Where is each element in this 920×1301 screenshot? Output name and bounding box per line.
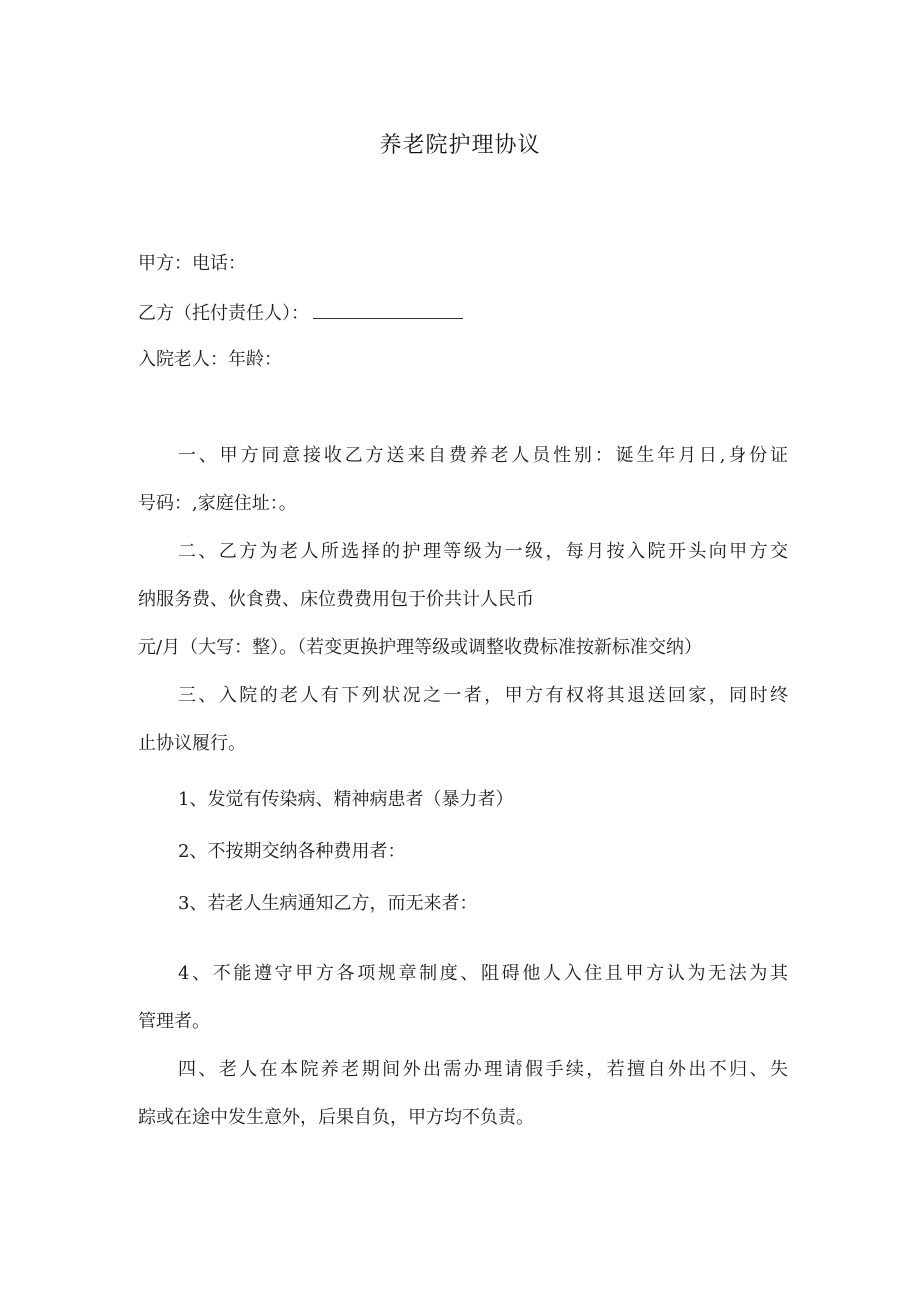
clause-1-line-2: 号码：,家庭住址：。 <box>138 493 297 514</box>
party-b-line <box>138 300 788 326</box>
document-title: 养老院护理协议 <box>379 133 541 158</box>
clause-2-line-2: 纳服务费、伙食费、床位费费用包于价共计人民币 <box>138 589 534 610</box>
clause-3-item-3: 3、若老人生病通知乙方，而无来者： <box>178 893 478 914</box>
resident-line: 入院老人：年龄： <box>138 349 282 370</box>
clause-4-line-1: 四、老人在本院养老期间外出需办理请假手续，若擅自外出不归、失 <box>178 1059 788 1080</box>
clause-3-line-1: 三、入院的老人有下列状况之一者，甲方有权将其退送回家，同时终 <box>178 685 788 706</box>
clause-3-line-2: 止协议履行。 <box>138 733 246 754</box>
clause-4-line-2: 踪或在途中发生意外，后果自负，甲方均不负责。 <box>138 1107 534 1128</box>
party-b-blank <box>313 300 463 319</box>
clause-3-item-2: 2、不按期交纳各种费用者： <box>178 841 406 862</box>
clause-3-item-1: 1、发觉有传染病、精神病患者（暴力者） <box>178 789 514 810</box>
clause-2-line-1: 二、乙方为老人所选择的护理等级为一级，每月按入院开头向甲方交 <box>178 541 788 562</box>
clause-3-item-4-line-1: 4、不能遵守甲方各项规章制度、阻碍他人入住且甲方认为无法为其 <box>178 963 788 984</box>
party-b-label: 乙方（托付责任人）： <box>138 303 309 324</box>
party-a-line: 甲方：电话： <box>138 253 246 274</box>
clause-2-line-3: 元/月（大写：整）。（若变更换护理等级或调整收费标准按新标准交纳） <box>138 637 703 658</box>
clause-3-item-4-line-2: 管理者。 <box>138 1011 210 1032</box>
clause-1-line-1: 一、甲方同意接收乙方送来自费养老人员性别：诞生年月日,身份证 <box>178 445 788 466</box>
